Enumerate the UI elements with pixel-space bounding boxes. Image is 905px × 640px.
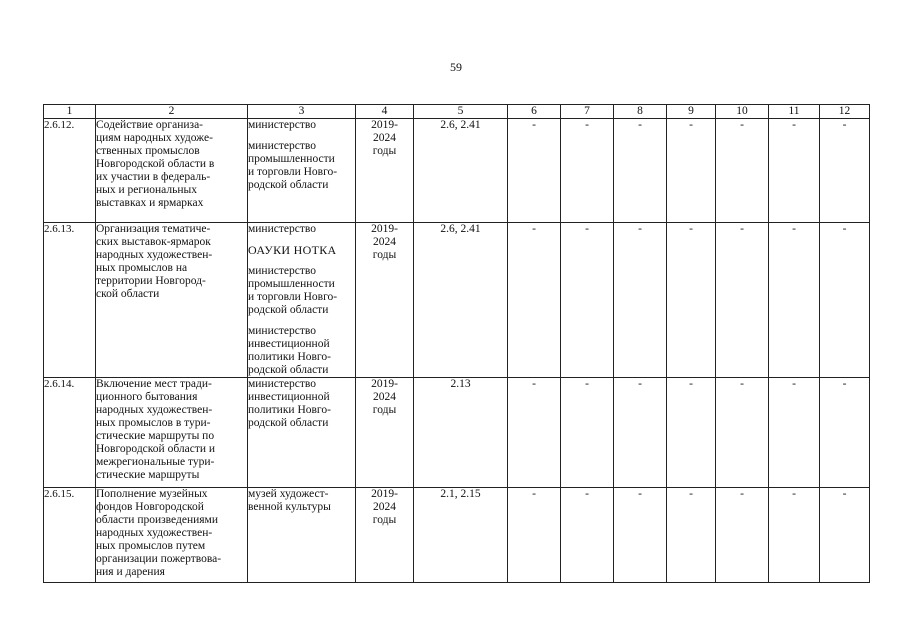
executor-line: венной культуры [248,501,331,513]
executor-line: родской области [248,417,329,429]
executor-item [248,119,355,132]
activity-name-line: ционного бытования [96,391,198,403]
executor-item [248,325,355,377]
activity-name-line: области произведениями [96,514,218,526]
year-value-cell: - [614,378,667,488]
activity-name-line: ных промыслов путем [96,540,206,552]
activity-name-line: фондов Новгородской [96,501,204,513]
executor-line: министерство [248,265,316,277]
year-value-cell: - [508,119,561,223]
executor-line: инвестиционной [248,391,330,403]
term-line: 2019- [371,488,398,500]
executor-line: родской области [248,304,329,316]
activity-name-line: стические маршруты [96,469,200,481]
indicator-cell: 2.6, 2.41 [414,119,508,223]
executor-line: родской области [248,364,329,376]
executor-line: инвестиционной [248,338,330,350]
activity-name-line: народных художествен- [96,249,213,261]
year-value-cell: - [769,378,820,488]
executor-cell [248,488,356,583]
year-value-cell: - [561,378,614,488]
year-value-cell: - [769,223,820,378]
year-value-cell: - [820,119,870,223]
activity-name-line: народных художествен- [96,527,213,539]
term-line: 2019- [371,223,398,235]
year-value-cell: - [716,488,769,583]
activity-name-line: ных промыслов в тури- [96,417,211,429]
term-line: годы [372,249,397,261]
year-value-cell: - [561,488,614,583]
column-header: 1 [44,105,96,119]
executor-line: промышленности [248,278,335,290]
activity-name-line: стические маршруты по [96,430,215,442]
executor-line: министерство [248,223,316,235]
year-value-cell: - [820,488,870,583]
year-value-cell: - [561,223,614,378]
activity-name-line: ской области [96,288,160,300]
year-value-cell: - [667,119,716,223]
activity-name-cell [96,378,248,488]
column-header: 7 [561,105,614,119]
item-number-cell: 2.6.14. [44,378,96,488]
item-number-cell: 2.6.12. [44,119,96,223]
executor-cell [248,223,356,378]
year-value-cell: - [716,119,769,223]
activity-name-line: организации пожертвова- [96,553,222,565]
executor-line: министерство [248,378,316,390]
executor-line: промышленности [248,153,335,165]
activity-name-line: народных художествен- [96,404,213,416]
year-value-cell: - [769,488,820,583]
activity-name-line: ных промыслов на [96,262,188,274]
year-value-cell: - [667,488,716,583]
executor-line: ОАУКИ НОТКА [248,243,337,257]
activity-name-line: выставках и ярмарках [96,197,204,209]
executor-item [248,378,355,430]
column-header: 5 [414,105,508,119]
activities-table [43,104,870,583]
activity-name-line: ских выставок-ярмарок [96,236,211,248]
year-value-cell: - [716,223,769,378]
term-line: 2024 [373,236,396,248]
term-line: 2019- [371,119,398,131]
column-header: 3 [248,105,356,119]
table-row [44,119,870,223]
executor-item [248,244,355,257]
activity-name-cell [96,119,248,223]
table-row [44,488,870,583]
executor-item [248,488,355,514]
executor-line: министерство [248,140,316,152]
activity-name-line: Пополнение музейных [96,488,208,500]
executor-item [248,265,355,317]
column-header: 11 [769,105,820,119]
term-line: 2019- [371,378,398,390]
column-header: 10 [716,105,769,119]
year-value-cell: - [667,378,716,488]
item-number-cell: 2.6.13. [44,223,96,378]
column-header: 2 [96,105,248,119]
activity-name-line: ных и региональных [96,184,197,196]
term-line: 2024 [373,501,396,513]
year-value-cell: - [561,119,614,223]
term-line: 2024 [373,132,396,144]
term-cell [356,223,414,378]
indicator-cell: 2.13 [414,378,508,488]
activity-name-line: межрегиональные тури- [96,456,215,468]
table-row [44,378,870,488]
column-header: 8 [614,105,667,119]
activity-name-cell [96,223,248,378]
executor-line: и торговли Новго- [248,291,338,303]
executor-item [248,223,355,236]
term-cell [356,378,414,488]
term-line: годы [372,404,397,416]
executor-cell [248,378,356,488]
term-line: годы [372,145,397,157]
column-header: 12 [820,105,870,119]
year-value-cell: - [614,223,667,378]
activity-name-line: Новгородской области и [96,443,216,455]
year-value-cell: - [508,378,561,488]
activity-name-line: ния и дарения [96,566,165,578]
activity-name-line: Содействие организа- [96,119,203,131]
activity-name-line: ственных промыслов [96,145,200,157]
table-row [44,223,870,378]
year-value-cell: - [820,378,870,488]
column-header: 9 [667,105,716,119]
year-value-cell: - [508,488,561,583]
executor-cell [248,119,356,223]
year-value-cell: - [508,223,561,378]
year-value-cell: - [667,223,716,378]
executor-line: родской области [248,179,329,191]
activity-name-line: их участии в федераль- [96,171,211,183]
executor-line: министерство [248,119,316,131]
year-value-cell: - [769,119,820,223]
activity-name-line: территории Новгород- [96,275,206,287]
item-number-cell: 2.6.15. [44,488,96,583]
indicator-cell: 2.1, 2.15 [414,488,508,583]
executor-line: политики Новго- [248,351,331,363]
activity-name-cell [96,488,248,583]
column-header: 4 [356,105,414,119]
term-cell [356,488,414,583]
year-value-cell: - [614,119,667,223]
executor-line: и торговли Новго- [248,166,338,178]
executor-line: министерство [248,325,316,337]
year-value-cell: - [820,223,870,378]
indicator-cell: 2.6, 2.41 [414,223,508,378]
year-value-cell: - [716,378,769,488]
year-value-cell: - [614,488,667,583]
column-number-row [44,105,870,119]
executor-item [248,140,355,192]
page-number: 59 [450,60,462,74]
term-line: 2024 [373,391,396,403]
activity-name-line: Новгородской области в [96,158,215,170]
activity-name-line: циям народных художе- [96,132,213,144]
executor-line: музей художест- [248,488,329,500]
term-line: годы [372,514,397,526]
term-cell [356,119,414,223]
activity-name-line: Включение мест тради- [96,378,212,390]
column-header: 6 [508,105,561,119]
executor-line: политики Новго- [248,404,331,416]
activity-name-line: Организация тематиче- [96,223,211,235]
